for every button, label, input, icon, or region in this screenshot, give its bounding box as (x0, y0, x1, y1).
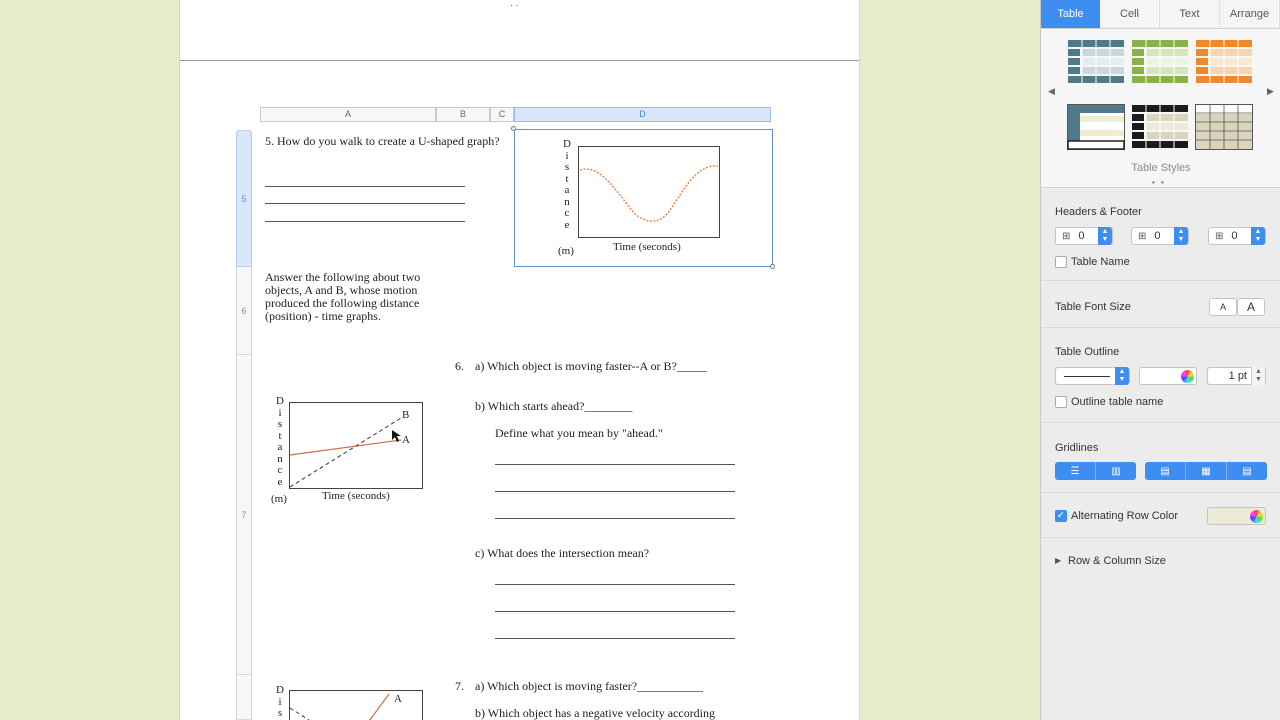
q7-graph-vlabel: D i s (276, 684, 284, 719)
table-style-black[interactable] (1131, 104, 1189, 150)
alternating-row-color-label[interactable]: Alternating Row Color (1071, 510, 1178, 522)
answer-line (265, 186, 465, 187)
table-name-checkbox[interactable] (1055, 256, 1067, 268)
divider (1041, 537, 1280, 538)
u-shaped-graph (578, 146, 721, 239)
divider (1041, 422, 1280, 423)
chevron-right-icon[interactable]: ▶ (1267, 86, 1274, 96)
table-style-slate-selected[interactable] (1067, 104, 1125, 150)
stepper-arrows-icon[interactable]: ▲ ▼ (1098, 227, 1112, 245)
column-header-a[interactable]: A (260, 107, 436, 122)
q5-graph-vlabel: D i s t a n c e (563, 138, 571, 231)
disclosure-triangle-icon[interactable]: ▶ (1055, 556, 1062, 565)
q6-graph-unit: (m) (271, 493, 287, 505)
footer-rows-icon: ⊞ (1215, 230, 1224, 242)
column-header-b[interactable]: B (436, 107, 490, 122)
answer-line (265, 221, 465, 222)
chevron-left-icon[interactable]: ◀ (1048, 86, 1055, 96)
outline-table-name-checkbox[interactable] (1055, 396, 1067, 408)
page-dots[interactable]: • • (1152, 178, 1166, 187)
horizontal-gridlines-icon[interactable]: ☰ (1055, 462, 1096, 480)
q6c-text[interactable]: c) What does the intersection mean? (475, 546, 650, 560)
question-5-text[interactable]: 5. How do you walk to create a U-shaped graph? (265, 134, 500, 148)
q7-line-b (290, 708, 309, 720)
table-outline-label: Table Outline (1055, 346, 1120, 358)
color-wheel-icon[interactable] (1250, 510, 1263, 523)
answer-line (495, 638, 735, 639)
header-columns-icon: ⊞ (1138, 230, 1147, 242)
increase-font-button[interactable]: A (1237, 298, 1265, 316)
stepper-arrows-icon[interactable]: ▲ ▼ (1115, 367, 1129, 385)
footer-rows-stepper[interactable]: ⊞ 0 ▲ ▼ (1208, 227, 1266, 245)
selection-handle-top-left[interactable] (511, 126, 516, 131)
q7a-text[interactable]: a) Which object is moving faster?___________ (475, 679, 704, 693)
tab-table[interactable]: Table (1041, 0, 1100, 28)
q7b-text[interactable]: b) Which object has a negative velocity according (475, 706, 716, 720)
q6-graph-label-a: A (402, 434, 410, 446)
intro-text[interactable]: Answer the following about two objects, A and B, whose motion produced the following distance (position) - time graphs. (265, 270, 421, 323)
table-styles-panel (1041, 29, 1280, 188)
stepper-arrows-icon[interactable]: ▲ ▼ (1174, 227, 1188, 245)
answer-line (495, 464, 735, 465)
outline-width-stepper[interactable]: 1 pt ▲ ▼ (1207, 367, 1266, 385)
table-style-green[interactable] (1131, 39, 1189, 85)
q6b-define-text[interactable]: Define what you mean by "ahead." (495, 426, 663, 440)
vertical-gridlines-icon[interactable]: ▥ (1111, 465, 1121, 477)
header-columns-stepper[interactable]: ⊞ 0 ▲ ▼ (1131, 227, 1189, 245)
page-top-marks: · · (510, 0, 519, 10)
header-rows-stepper[interactable]: ⊞ 0 ▲ ▼ (1055, 227, 1113, 245)
q7-line-a (364, 694, 389, 720)
q6-graph-xlabel: Time (seconds) (322, 490, 390, 502)
q7-graph-frame (290, 691, 423, 720)
inspector-tabs (1041, 0, 1280, 29)
line-style-icon (1064, 376, 1110, 377)
stepper-arrows-icon[interactable]: ▲ ▼ (1251, 227, 1265, 245)
header-divider (180, 60, 859, 61)
tab-text[interactable]: Text (1160, 0, 1220, 28)
answer-line (495, 584, 735, 585)
table-font-size-label: Table Font Size (1055, 301, 1131, 313)
gridlines-label: Gridlines (1055, 442, 1099, 454)
q5-graph-unit: (m) (558, 245, 574, 257)
row-column-size-label[interactable]: Row & Column Size (1068, 555, 1166, 567)
table-styles-label: Table Styles (1131, 162, 1191, 174)
answer-line (265, 203, 465, 204)
document-page[interactable] (179, 0, 860, 720)
q5-graph-frame (579, 147, 720, 238)
row-header-8[interactable] (236, 675, 252, 720)
row-header-7[interactable]: 7 (236, 355, 252, 675)
header-row-gridlines-icon[interactable]: ▤ (1145, 462, 1186, 480)
header-column-gridlines-icon[interactable]: ▦ (1186, 462, 1227, 480)
format-sidebar (1040, 0, 1280, 720)
table-style-orange[interactable] (1195, 39, 1253, 85)
answer-line (495, 518, 735, 519)
gridlines-body-segment[interactable] (1055, 462, 1136, 480)
divider (1041, 492, 1280, 493)
outline-style-select[interactable] (1055, 367, 1130, 385)
header-rows-icon: ⊞ (1062, 230, 1071, 242)
q6a-text[interactable]: a) Which object is moving faster--A or B?_____ (475, 359, 707, 373)
answer-line (495, 491, 735, 492)
column-header-d[interactable]: D (514, 107, 771, 122)
headers-footer-label: Headers & Footer (1055, 206, 1142, 218)
table-name-label[interactable]: Table Name (1071, 256, 1130, 268)
q6-graph-vlabel: D i s t a n c e (276, 395, 284, 488)
tab-cell[interactable]: Cell (1100, 0, 1160, 28)
table-style-grid[interactable] (1195, 104, 1253, 150)
answer-line (495, 611, 735, 612)
selection-handle-bottom-right[interactable] (770, 264, 775, 269)
outline-color-well[interactable] (1139, 367, 1197, 385)
tab-arrange[interactable]: Arrange (1220, 0, 1280, 28)
gridlines-header-segment[interactable] (1145, 462, 1267, 480)
row-header-6[interactable]: 6 (236, 267, 252, 355)
q7-graph-label-a: A (394, 693, 402, 705)
u-shaped-curve (580, 166, 718, 221)
stepper-arrows-icon[interactable]: ▲ ▼ (1251, 367, 1265, 385)
q7-number: 7. (455, 679, 464, 693)
q6b-text[interactable]: b) Which starts ahead?________ (475, 399, 633, 413)
decrease-font-button[interactable]: A (1209, 298, 1237, 316)
q6-graph-label-b: B (402, 409, 410, 421)
divider (1041, 327, 1280, 328)
q5-graph-xlabel: Time (seconds) (613, 241, 681, 253)
q7-graph (289, 690, 424, 720)
column-header-c[interactable]: C (490, 107, 514, 122)
footer-gridlines-icon[interactable]: ▤ (1242, 465, 1252, 477)
alternating-row-color-checkbox[interactable]: ✓ (1056, 510, 1066, 521)
q6-number: 6. (455, 359, 464, 373)
outline-table-name-label[interactable]: Outline table name (1071, 396, 1164, 408)
color-wheel-icon[interactable] (1181, 370, 1194, 383)
divider (1041, 280, 1280, 281)
row-header-5[interactable]: 5 (236, 130, 252, 267)
alternating-color-well[interactable] (1207, 507, 1266, 525)
table-style-teal[interactable] (1067, 39, 1125, 85)
